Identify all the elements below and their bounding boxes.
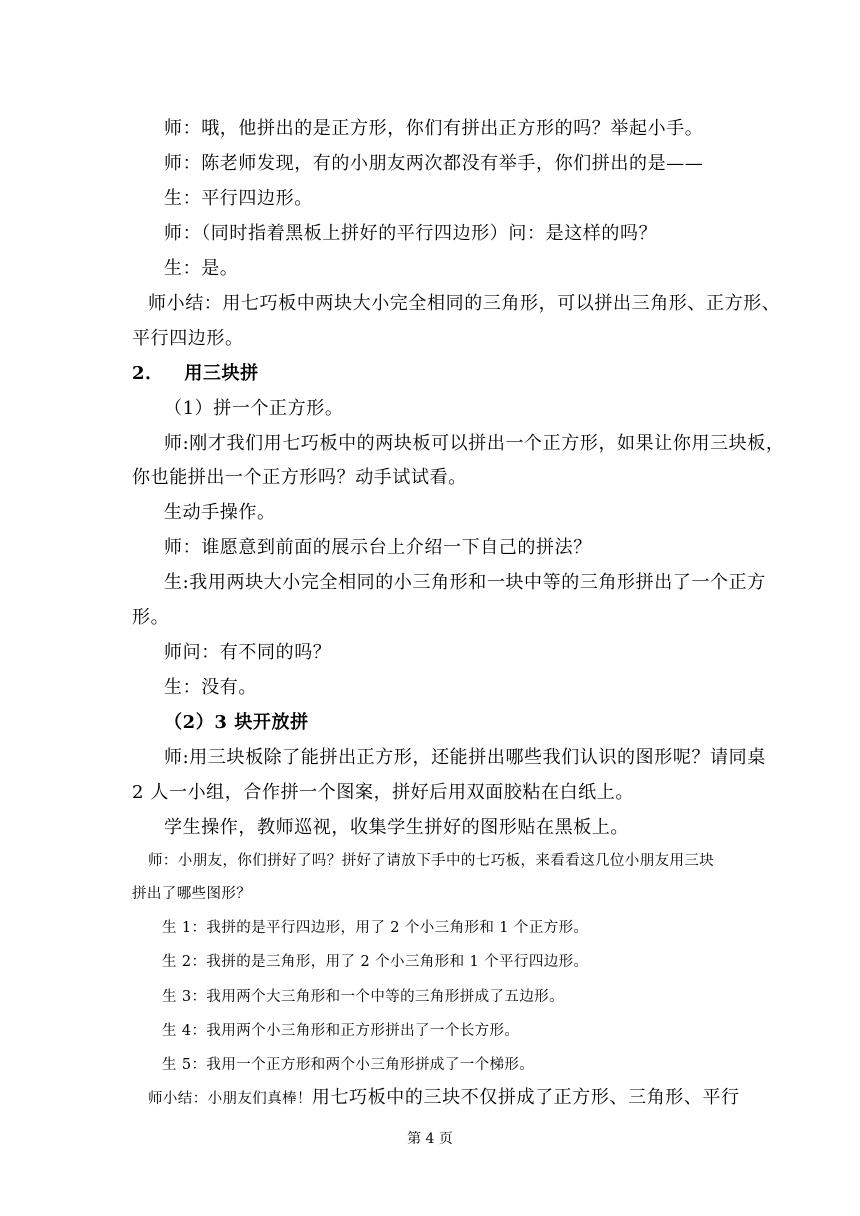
page-number: 第 4 页 [407,1131,453,1147]
paragraph-line: 生动手操作。 [164,502,276,523]
subsection-heading: （1）拼一个正方形。 [164,398,344,419]
paragraph-line: 师：陈老师发现，有的小朋友两次都没有举手，你们拼出的是—— [164,153,704,174]
paragraph-line: 师:刚才我们用七巧板中的两块板可以拼出一个正方形，如果让你用三块板， [164,433,785,454]
paragraph-line: 师：小朋友，你们拼好了吗？拼好了请放下手中的七巧板，来看看这几位小朋友用三块 [148,853,715,869]
paragraph-line: 师：哦，他拼出的是正方形，你们有拼出正方形的吗？举起小手。 [164,118,704,139]
paragraph-line: 形。 [132,607,170,628]
section-heading: 2． 用三块拼 [132,363,259,384]
summary-prefix: 师小结：小朋友们真棒！ [148,1091,312,1107]
paragraph-line: 你也能拼出一个正方形吗？动手试试看。 [132,467,467,488]
paragraph-line: 生:我用两块大小完全相同的小三角形和一块中等的三角形拼出了一个正方 [164,572,766,593]
paragraph-line: 生：没有。 [164,677,257,698]
paragraph-line: 拼出了哪些图形？ [132,886,252,902]
paragraph-line: 平行四边形。 [132,328,244,349]
paragraph-line: 师小结：用七巧板中两块大小完全相同的三角形，可以拼出三角形、正方形、 [148,293,781,314]
paragraph-line: 师：（同时指着黑板上拼好的平行四边形）问：是这样的吗？ [164,223,658,244]
paragraph-line: 生 1：我拼的是平行四边形，用了 2 个小三角形和 1 个正方形。 [162,920,589,936]
paragraph-line: 2 人一小组，合作拼一个图案，拼好后用双面胶粘在白纸上。 [132,782,634,803]
subsection-heading: （2）3 块开放拼 [164,712,309,733]
summary-rest: 用七巧板中的三块不仅拼成了正方形、三角形、平行 [311,1087,740,1108]
paragraph-line: 生 3：我用两个大三角形和一个中等的三角形拼成了五边形。 [162,989,565,1005]
paragraph-line: 师:用三块板除了能拼出正方形，还能拼出哪些我们认识的图形呢？请同桌 [164,747,766,768]
paragraph-line: 生：是。 [164,258,239,279]
paragraph-line: 生：平行四边形。 [164,188,313,209]
paragraph-line [148,1087,740,1109]
paragraph-line: 师：谁愿意到前面的展示台上介绍一下自己的拼法？ [164,537,592,558]
paragraph-line: 师问：有不同的吗？ [164,642,332,663]
paragraph-line: 学生操作，教师巡视，收集学生拼好的图形贴在黑板上。 [164,817,629,838]
paragraph-line: 生 4：我用两个小三角形和正方形拼出了一个长方形。 [162,1023,520,1039]
paragraph-line: 生 2：我拼的是三角形，用了 2 个小三角形和 1 个平行四边形。 [162,954,589,970]
paragraph-line: 生 5：我用一个正方形和两个小三角形拼成了一个梯形。 [162,1057,535,1073]
